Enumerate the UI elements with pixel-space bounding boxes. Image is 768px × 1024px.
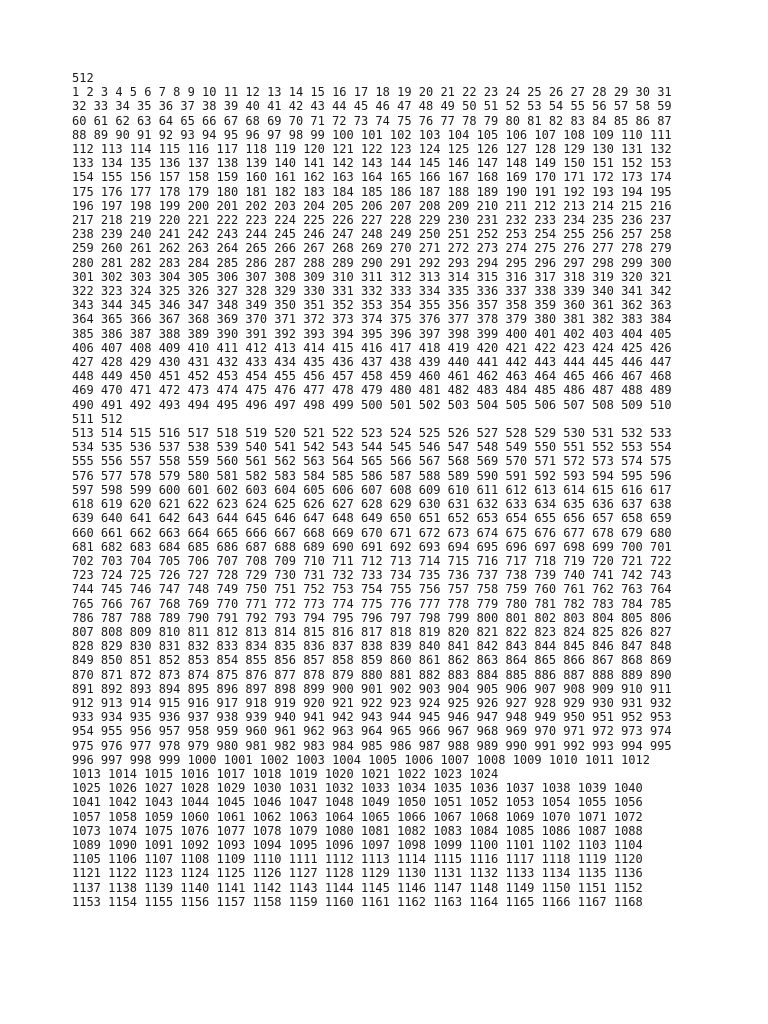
text-line: 133 134 135 136 137 138 139 140 141 142 143 144 145 146 147 148 149 150 151 152 153 bbox=[72, 156, 672, 171]
text-line: 364 365 366 367 368 369 370 371 372 373 374 375 376 377 378 379 380 381 382 383 384 bbox=[72, 312, 672, 327]
text-line: 301 302 303 304 305 306 307 308 309 310 311 312 313 314 315 316 317 318 319 320 321 bbox=[72, 269, 672, 284]
text-line: 238 239 240 241 242 243 244 245 246 247 248 249 250 251 252 253 254 255 256 257 258 bbox=[72, 227, 672, 242]
text-line: 1073 1074 1075 1076 1077 1078 1079 1080 1081 1082 1083 1084 1085 1086 1087 1088 bbox=[72, 823, 643, 838]
text-line: 448 449 450 451 452 453 454 455 456 457 458 459 460 461 462 463 464 465 466 467 468 bbox=[72, 369, 672, 384]
text-line: 954 955 956 957 958 959 960 961 962 963 964 965 966 967 968 969 970 971 972 973 974 bbox=[72, 724, 672, 739]
text-line: 870 871 872 873 874 875 876 877 878 879 880 881 882 883 884 885 886 887 888 889 890 bbox=[72, 667, 672, 682]
text-line: 1041 1042 1043 1044 1045 1046 1047 1048 1049 1050 1051 1052 1053 1054 1055 1056 bbox=[72, 795, 643, 810]
text-line: 196 197 198 199 200 201 202 203 204 205 206 207 208 209 210 211 212 213 214 215 216 bbox=[72, 198, 672, 213]
text-line: 1057 1058 1059 1060 1061 1062 1063 1064 1065 1066 1067 1068 1069 1070 1071 1072 bbox=[72, 809, 643, 824]
text-line: 828 829 830 831 832 833 834 835 836 837 838 839 840 841 842 843 844 845 846 847 848 bbox=[72, 639, 672, 654]
text-line: 1121 1122 1123 1124 1125 1126 1127 1128 1129 1130 1131 1132 1133 1134 1135 1136 bbox=[72, 866, 643, 881]
text-line: 1105 1106 1107 1108 1109 1110 1111 1112 1113 1114 1115 1116 1117 1118 1119 1120 bbox=[72, 852, 643, 867]
text-line: 322 323 324 325 326 327 328 329 330 331 332 333 334 335 336 337 338 339 340 341 342 bbox=[72, 284, 672, 299]
text-line: 618 619 620 621 622 623 624 625 626 627 628 629 630 631 632 633 634 635 636 637 638 bbox=[72, 497, 672, 512]
text-line: 406 407 408 409 410 411 412 413 414 415 416 417 418 419 420 421 422 423 424 425 426 bbox=[72, 340, 672, 355]
text-line: 280 281 282 283 284 285 286 287 288 289 290 291 292 293 294 295 296 297 298 299 300 bbox=[72, 255, 672, 270]
text-line: 469 470 471 472 473 474 475 476 477 478 479 480 481 482 483 484 485 486 487 488 489 bbox=[72, 383, 672, 398]
text-line: 1025 1026 1027 1028 1029 1030 1031 1032 1033 1034 1035 1036 1037 1038 1039 1040 bbox=[72, 781, 643, 796]
text-line: 175 176 177 178 179 180 181 182 183 184 185 186 187 188 189 190 191 192 193 194 195 bbox=[72, 184, 672, 199]
text-line: 996 997 998 999 1000 1001 1002 1003 1004 1005 1006 1007 1008 1009 1010 1011 1012 bbox=[72, 752, 650, 767]
text-line: 1013 1014 1015 1016 1017 1018 1019 1020 1021 1022 1023 1024 bbox=[72, 766, 499, 781]
text-line: 32 33 34 35 36 37 38 39 40 41 42 43 44 45 46 47 48 49 50 51 52 53 54 55 56 57 58 59 bbox=[72, 99, 672, 114]
text-line: 1089 1090 1091 1092 1093 1094 1095 1096 1097 1098 1099 1100 1101 1102 1103 1104 bbox=[72, 837, 643, 852]
text-line: 555 556 557 558 559 560 561 562 563 564 565 566 567 568 569 570 571 572 573 574 575 bbox=[72, 454, 672, 469]
text-line: 343 344 345 346 347 348 349 350 351 352 353 354 355 356 357 358 359 360 361 362 363 bbox=[72, 298, 672, 313]
text-line: 1137 1138 1139 1140 1141 1142 1143 1144 1145 1146 1147 1148 1149 1150 1151 1152 bbox=[72, 880, 643, 895]
text-line: 975 976 977 978 979 980 981 982 983 984 985 986 987 988 989 990 991 992 993 994 995 bbox=[72, 738, 672, 753]
text-line: 112 113 114 115 116 117 118 119 120 121 122 123 124 125 126 127 128 129 130 131 132 bbox=[72, 142, 672, 157]
text-line: 912 913 914 915 916 917 918 919 920 921 922 923 924 925 926 927 928 929 930 931 932 bbox=[72, 695, 672, 710]
text-line: 933 934 935 936 937 938 939 940 941 942 943 944 945 946 947 948 949 950 951 952 953 bbox=[72, 710, 672, 725]
text-line: 60 61 62 63 64 65 66 67 68 69 70 71 72 73 74 75 76 77 78 79 80 81 82 83 84 85 86 87 bbox=[72, 113, 672, 128]
text-line: 681 682 683 684 685 686 687 688 689 690 691 692 693 694 695 696 697 698 699 700 701 bbox=[72, 539, 672, 554]
text-line: 660 661 662 663 664 665 666 667 668 669 670 671 672 673 674 675 676 677 678 679 680 bbox=[72, 525, 672, 540]
text-line: 849 850 851 852 853 854 855 856 857 858 859 860 861 862 863 864 865 866 867 868 869 bbox=[72, 653, 672, 668]
text-line: 1153 1154 1155 1156 1157 1158 1159 1160 1161 1162 1163 1164 1165 1166 1167 1168 bbox=[72, 894, 643, 909]
text-line: 807 808 809 810 811 812 813 814 815 816 817 818 819 820 821 822 823 824 825 826 827 bbox=[72, 624, 672, 639]
text-line: 1 2 3 4 5 6 7 8 9 10 11 12 13 14 15 16 17 18 19 20 21 22 23 24 25 26 27 28 29 30 31 bbox=[72, 85, 672, 100]
text-line: 154 155 156 157 158 159 160 161 162 163 164 165 166 167 168 169 170 171 172 173 174 bbox=[72, 170, 672, 185]
text-line: 576 577 578 579 580 581 582 583 584 585 586 587 588 589 590 591 592 593 594 595 596 bbox=[72, 468, 672, 483]
text-line: 217 218 219 220 221 222 223 224 225 226 227 228 229 230 231 232 233 234 235 236 237 bbox=[72, 213, 672, 228]
text-line: 744 745 746 747 748 749 750 751 752 753 754 755 756 757 758 759 760 761 762 763 764 bbox=[72, 582, 672, 597]
text-line: 891 892 893 894 895 896 897 898 899 900 901 902 903 904 905 906 907 908 909 910 911 bbox=[72, 681, 672, 696]
text-line: 765 766 767 768 769 770 771 772 773 774 775 776 777 778 779 780 781 782 783 784 785 bbox=[72, 596, 672, 611]
text-line: 702 703 704 705 706 707 708 709 710 711 712 713 714 715 716 717 718 719 720 721 722 bbox=[72, 553, 672, 568]
text-line: 490 491 492 493 494 495 496 497 498 499 500 501 502 503 504 505 506 507 508 509 510 bbox=[72, 397, 672, 412]
text-line: 786 787 788 789 790 791 792 793 794 795 796 797 798 799 800 801 802 803 804 805 806 bbox=[72, 610, 672, 625]
text-line: 385 386 387 388 389 390 391 392 393 394 395 396 397 398 399 400 401 402 403 404 405 bbox=[72, 326, 672, 341]
text-line: 427 428 429 430 431 432 433 434 435 436 437 438 439 440 441 442 443 444 445 446 447 bbox=[72, 355, 672, 370]
text-line: 723 724 725 726 727 728 729 730 731 732 733 734 735 736 737 738 739 740 741 742 743 bbox=[72, 568, 672, 583]
text-line: 512 bbox=[72, 71, 94, 85]
text-line: 259 260 261 262 263 264 265 266 267 268 269 270 271 272 273 274 275 276 277 278 279 bbox=[72, 241, 672, 256]
text-line: 513 514 515 516 517 518 519 520 521 522 523 524 525 526 527 528 529 530 531 532 533 bbox=[72, 426, 672, 441]
text-line: 88 89 90 91 92 93 94 95 96 97 98 99 100 101 102 103 104 105 106 107 108 109 110 111 bbox=[72, 127, 672, 142]
text-line: 511 512 bbox=[72, 411, 123, 426]
text-line: 534 535 536 537 538 539 540 541 542 543 544 545 546 547 548 549 550 551 552 553 554 bbox=[72, 440, 672, 455]
text-line: 597 598 599 600 601 602 603 604 605 606 607 608 609 610 611 612 613 614 615 616 617 bbox=[72, 482, 672, 497]
document-page bbox=[72, 71, 702, 909]
text-line: 639 640 641 642 643 644 645 646 647 648 649 650 651 652 653 654 655 656 657 658 659 bbox=[72, 511, 672, 526]
